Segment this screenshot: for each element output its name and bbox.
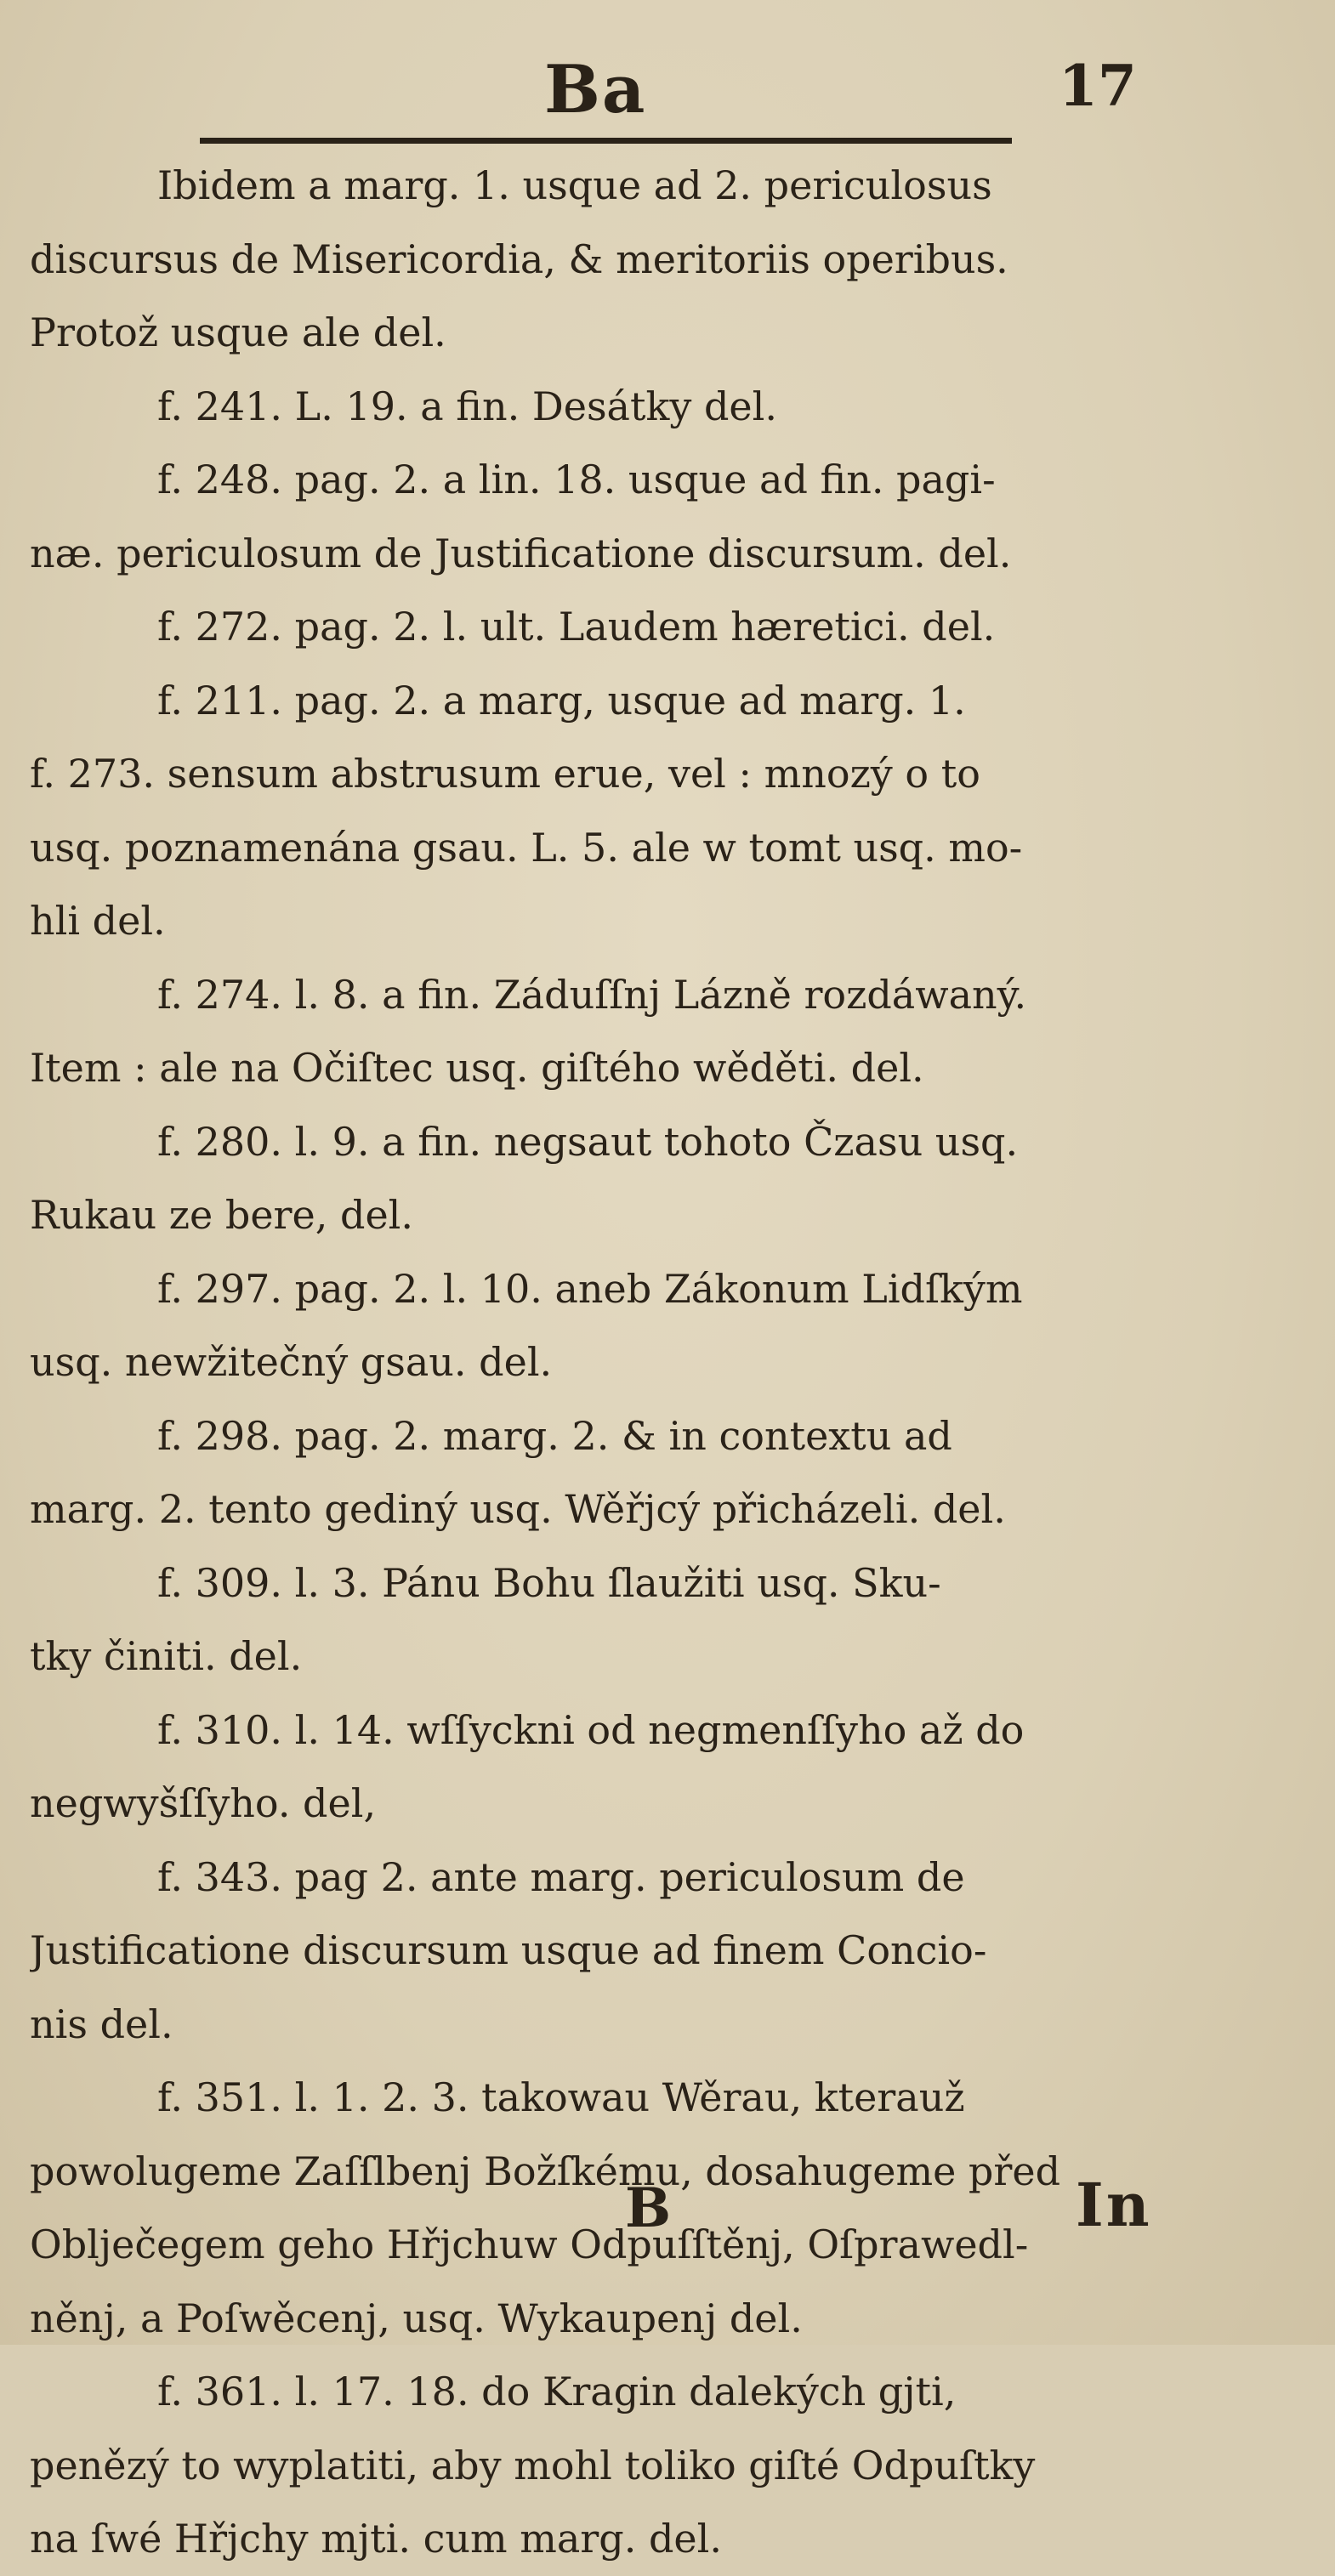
text-line: tky činiti. del. bbox=[30, 1633, 303, 1679]
text-line: f. 248. pag. 2. a lin. 18. usque ad fin. pagi- bbox=[157, 457, 996, 502]
text-line: penězý to wyplatiti, aby mohl toliko giſté Odpuſtky bbox=[30, 2442, 1036, 2488]
text-line: f. 351. l. 1. 2. 3. takowau Wěrau, kterauž bbox=[157, 2074, 965, 2120]
text-line: něnj, a Poſwěcenj, usq. Wykaupenj del. bbox=[30, 2295, 803, 2341]
text-line: f. 272. pag. 2. l. ult. Laudem hæretici. del. bbox=[157, 604, 996, 650]
text-line: f. 361. l. 17. 18. do Kragin dalekých gjti, bbox=[157, 2369, 957, 2414]
text-line: Item : ale na Očiſtec usq. giſtého wěděti. del. bbox=[30, 1045, 924, 1091]
text-line: na ſwé Hřjchy mjti. cum marg. del. bbox=[30, 2516, 722, 2562]
text-line: næ. periculosum de Justificatione discursum. del. bbox=[30, 530, 1012, 576]
text-line: powolugeme Zaſſlbenj Božſkému, dosahugeme před bbox=[30, 2148, 1061, 2194]
text-line: Ibidem a marg. 1. usque ad 2. periculosus bbox=[157, 162, 992, 208]
text-line: f. 298. pag. 2. marg. 2. & in contextu ad bbox=[157, 1412, 952, 1459]
text-line: discursus de Misericordia, & meritoriis operibus. bbox=[30, 235, 1008, 282]
text-line: marg. 2. tento gediný usq. Wěřjcý přicházeli. del. bbox=[30, 1486, 1006, 1532]
text-line: Justificatione discursum usque ad finem Concio- bbox=[30, 1927, 987, 1973]
text-line: f. 280. l. 9. a fin. negsaut tohoto Čzasu usq. bbox=[157, 1118, 1019, 1165]
page-footer bbox=[0, 2151, 1335, 2253]
running-head: Ba bbox=[544, 51, 647, 128]
page-header bbox=[0, 34, 1335, 136]
text-line: f. 343. pag 2. ante marg. periculosum de bbox=[157, 1853, 965, 1900]
page-number: 17 bbox=[1059, 53, 1137, 119]
text-line: Protož usque ale del. bbox=[30, 309, 446, 355]
header-rule bbox=[200, 138, 1012, 144]
text-line: hli del. bbox=[30, 898, 166, 944]
text-line: f. 274. l. 8. a fin. Záduſſnj Lázně rozdáwaný. bbox=[157, 971, 1027, 1018]
text-line: Oblječegem geho Hřjchuw Odpuſſtěnj, Oſprawedl- bbox=[30, 2221, 1029, 2267]
text-line: f. 273. sensum abstrusum erue, vel : mnozý o to bbox=[30, 751, 980, 797]
text-line: f. 241. L. 19. a fin. Desátky del. bbox=[157, 383, 777, 429]
text-line: f. 297. pag. 2. l. 10. aneb Zákonum Lidſkým bbox=[157, 1265, 1023, 1312]
text-line: f. 310. l. 14. wſſyckni od negmenſſyho až do bbox=[157, 1706, 1025, 1753]
signature-mark: B bbox=[625, 2176, 672, 2240]
text-line: Rukau ze bere, del. bbox=[30, 1192, 414, 1238]
text-line: usq. poznamenána gsau. L. 5. ale w tomt usq. mo- bbox=[30, 824, 1023, 871]
text-line: negwyšſſyho. del, bbox=[30, 1780, 377, 1826]
catchword: In bbox=[1076, 2170, 1152, 2240]
text-line: usq. newžitečný gsau. del. bbox=[30, 1339, 553, 1385]
text-line: f. 211. pag. 2. a marg, usque ad marg. 1. bbox=[157, 677, 966, 723]
text-line: f. 309. l. 3. Pánu Bohu ſlaužiti usq. Sku- bbox=[157, 1559, 941, 1606]
text-line: nis del. bbox=[30, 2000, 173, 2047]
